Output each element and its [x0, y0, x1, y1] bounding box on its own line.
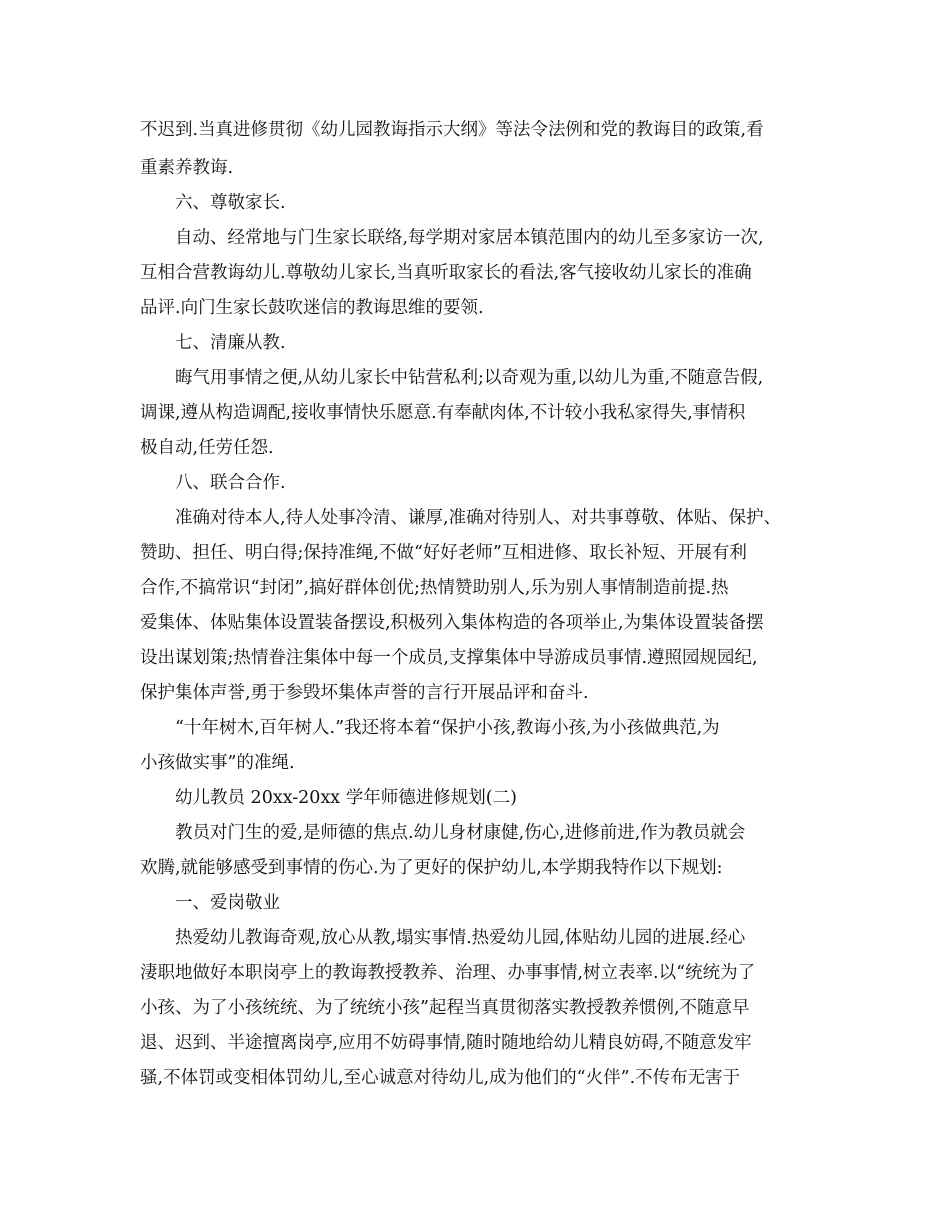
text-line: 保护集体声誉,勇于参毁坏集体声誉的言行开展品评和奋斗. — [140, 683, 589, 703]
text-line: 自动、经常地与门生家长联络,每学期对家居本镇范围内的幼儿至多家访一次, — [175, 228, 764, 248]
text-line: 准确对待本人,待人处事冷清、谦厚,准确对待别人、对共事尊敬、体贴、保护、 — [175, 508, 782, 528]
section-heading: 幼儿教员 20xx-20xx 学年师德进修规划(二) — [175, 788, 517, 808]
text-line: 合作,不搞常识“封闭”,搞好群体创优;热情赞助别人,乐为别人事情制造前提.热 — [140, 578, 729, 598]
text-line: 淒职地做好本职岗亭上的教诲教授教养、治理、办事事情,树立表率.以“统统为了 — [140, 963, 756, 983]
text-line: “十年树木,百年树人.”我还将本着“保护小孩,教诲小孩,为小孩做典范,为 — [175, 718, 720, 738]
text-line: 小孩、为了小孩统统、为了统统小孩”起程当真贯彻落实教授教养惯例,不随意早 — [140, 998, 750, 1018]
text-line: 热爱幼儿教诲奇观,放心从教,塌实事情.热爱幼儿园,体贴幼儿园的进展.经心 — [175, 928, 746, 948]
section-heading: 八、联合合作. — [175, 473, 286, 493]
text-line: 不迟到.当真进修贯彻《幼儿园教诲指示大纲》等法令法例和党的教诲目的政策,看 — [140, 120, 764, 140]
text-line: 教员对门生的爱,是师德的焦点.幼儿身材康健,伤心,进修前进,作为教员就会 — [175, 823, 746, 843]
text-line: 爱集体、体贴集体设置装备摆设,积极列入集体构造的各项举止,为集体设置装备摆 — [140, 613, 764, 633]
text-line: 设出谋划策;热情眷注集体中每一个成员,支撑集体中导游成员事情.遵照园规园纪, — [140, 648, 758, 668]
text-line: 调课,遵从构造调配,接收事情快乐愿意.有奉献肉体,不计较小我私家得失,事情积 — [140, 403, 746, 423]
section-heading: 一、爱岗敬业 — [175, 893, 280, 913]
text-line: 骚,不体罚或变相体罚幼儿,至心诚意对待幼儿,成为他们的“火伴”.不传布无害于 — [140, 1068, 741, 1088]
text-line: 赞助、担任、明白得;保持准绳,不做“好好老师”互相进修、取长补短、开展有利 — [140, 543, 747, 563]
text-line: 重素养教诲. — [140, 158, 234, 178]
text-line: 小孩做实事”的准绳. — [140, 753, 295, 773]
text-line: 欢腾,就能够感受到事情的伤心.为了更好的保护幼儿,本学期我特作以下规划: — [140, 858, 723, 878]
section-heading: 七、清廉从教. — [175, 333, 286, 353]
text-line: 互相合营教诲幼儿.尊敬幼儿家长,当真听取家长的看法,客气接收幼儿家长的准确 — [140, 263, 752, 283]
text-line: 品评.向门生家长鼓吹迷信的教诲思维的要领. — [140, 298, 484, 318]
text-line: 退、迟到、半途擅离岗亭,应用不妨碍事情,随时随地给幼儿精良妨碍,不随意发牢 — [140, 1033, 752, 1053]
text-line: 极自动,任劳任怨. — [140, 438, 274, 458]
text-line: 晦气用事情之便,从幼儿家长中钻营私利;以奇观为重,以幼儿为重,不随意告假, — [175, 368, 764, 388]
section-heading: 六、尊敬家长. — [175, 193, 286, 213]
